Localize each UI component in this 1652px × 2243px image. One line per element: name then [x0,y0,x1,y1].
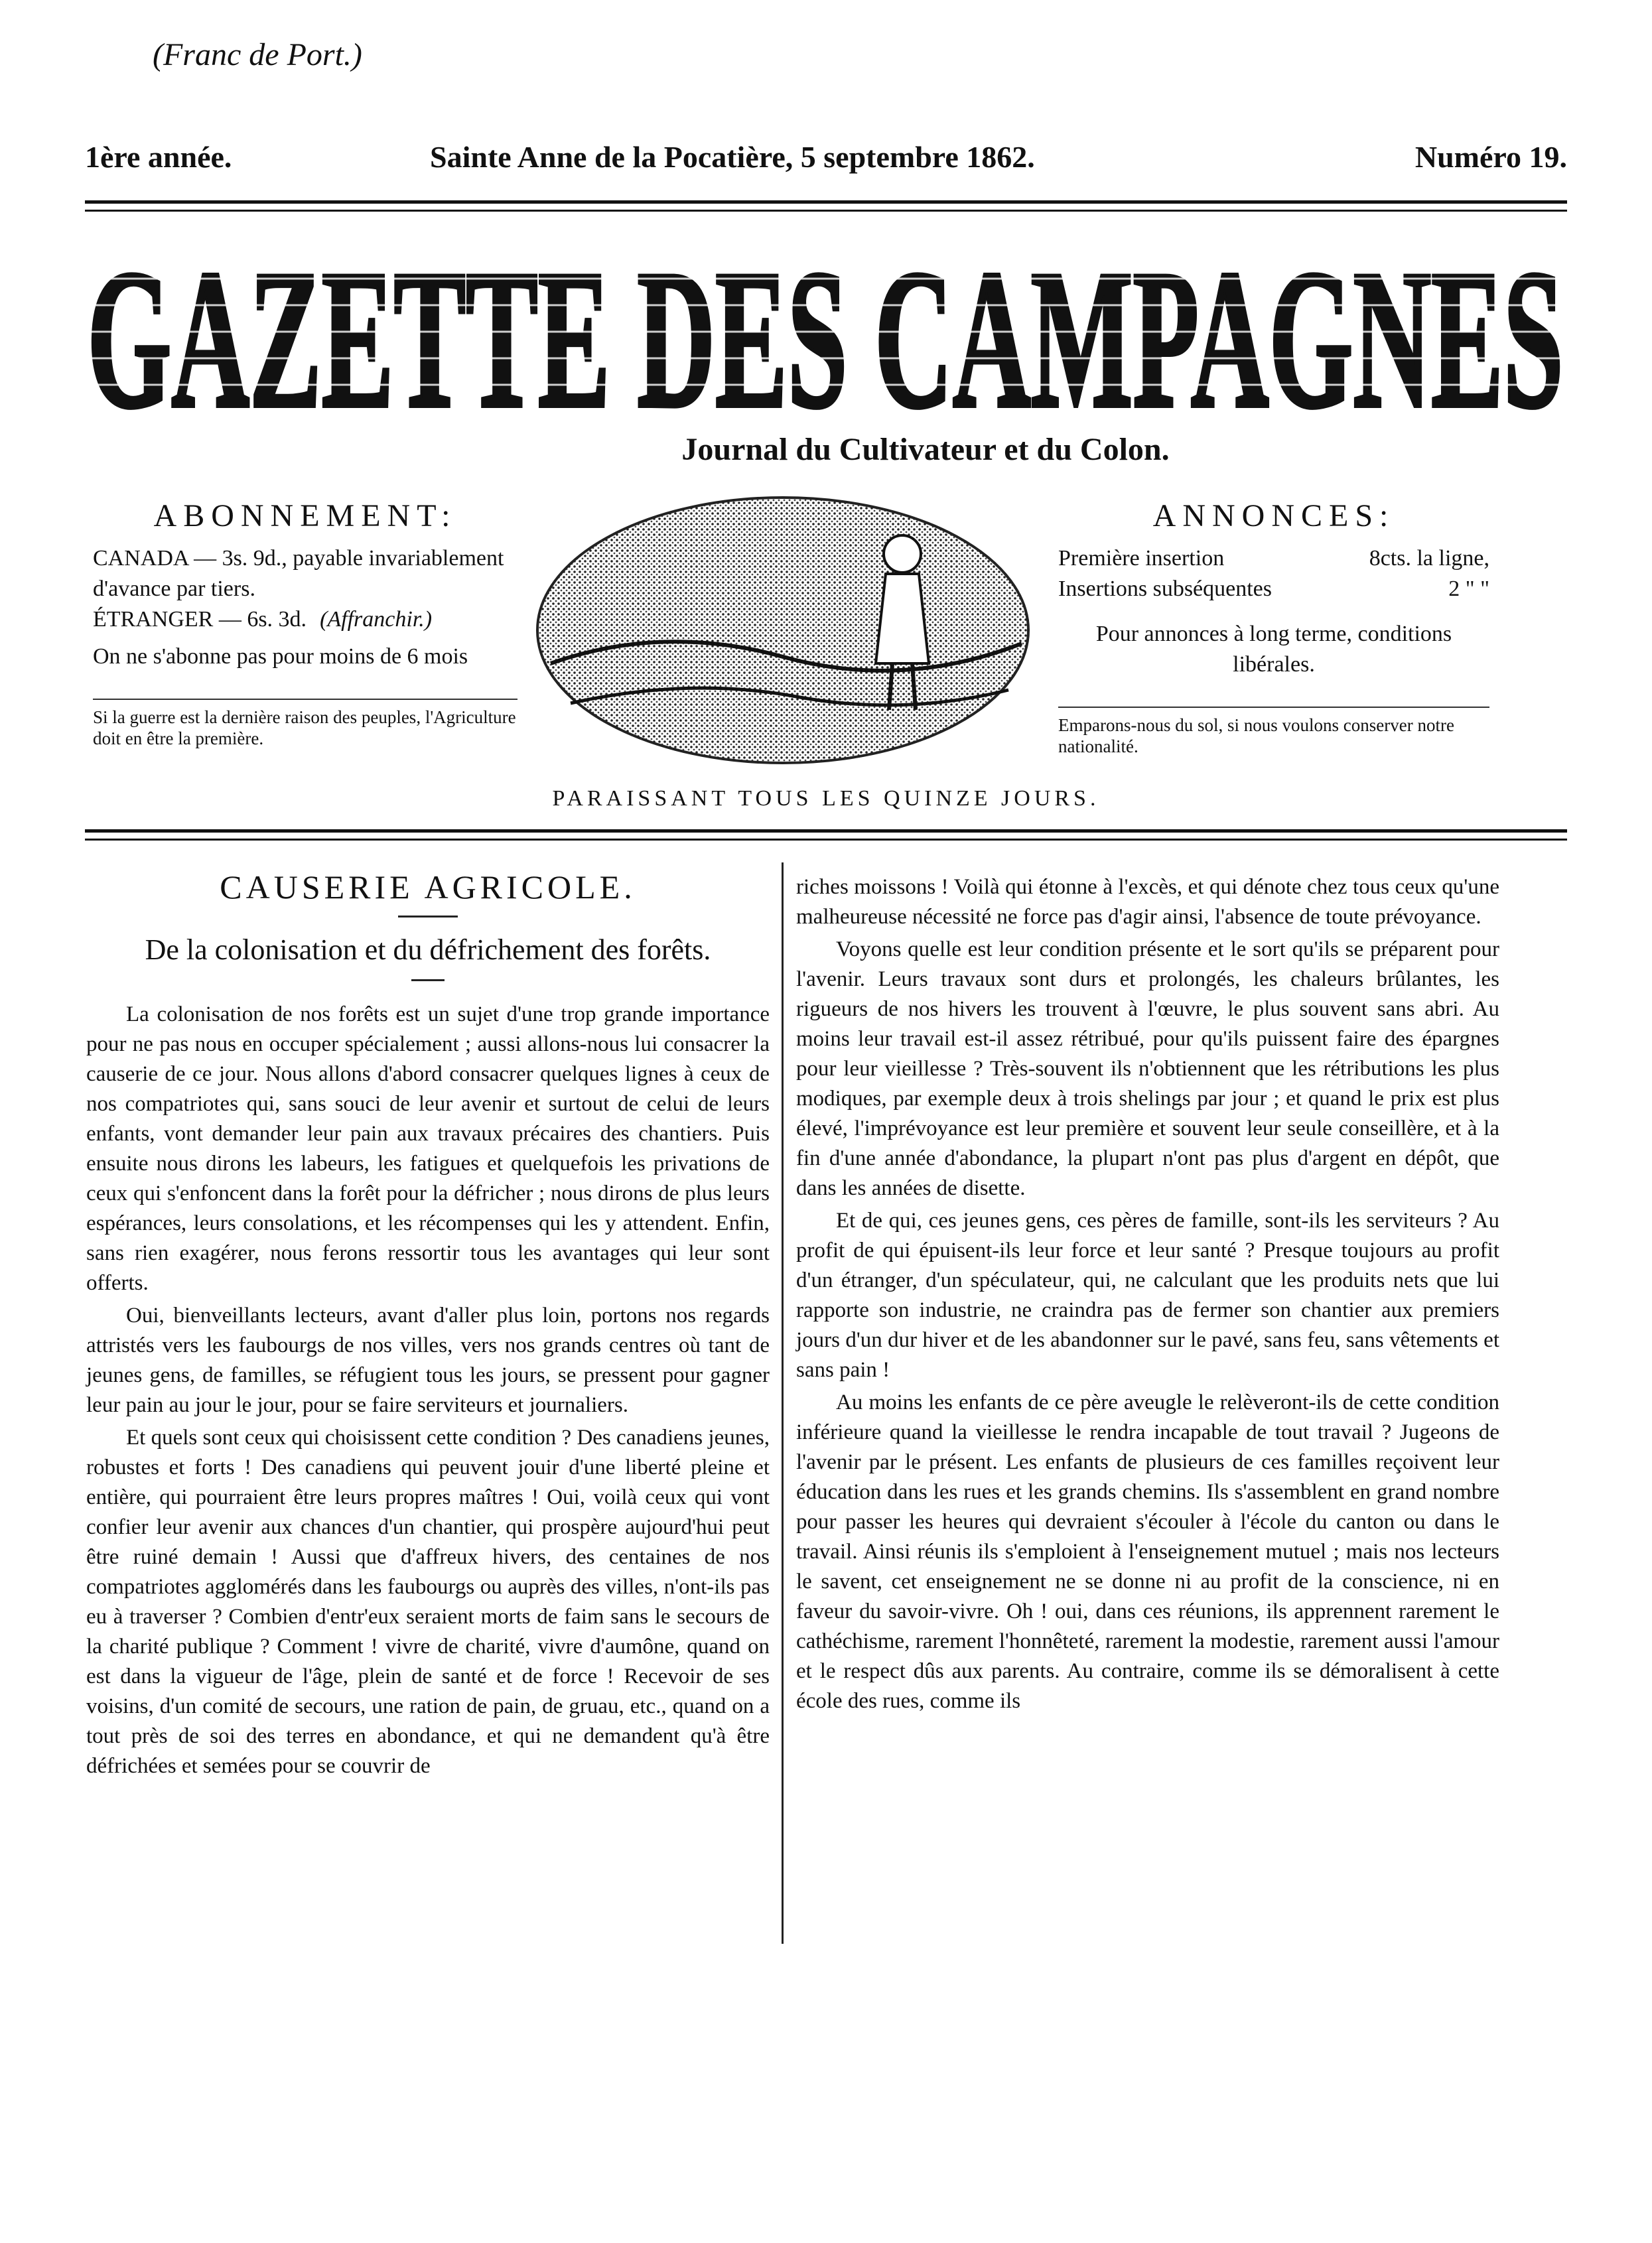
publication-frequency: PARAISSANT TOUS LES QUINZE JOURS. [552,786,1100,811]
annonces-motto: Emparons-nous du sol, si nous voulons conserver notre nationalité. [1058,707,1489,757]
paragraph: Et quels sont ceux qui choisissent cette condition ? Des canadiens jeunes, robustes et forts ! Des canadiens qui peuvent jouir d'une liberté pleine et entière, qui pourraient être leurs propres maîtres ! Oui, voilà ceux qui vont confier leur avenir aux chances d'un chantier, qui prospère aujourd'hui peut être ruiné demain ! Aussi que d'affreux hivers, des centaines de nos compatriotes agglomérés dans les faubourgs ou auprès des villes, n'ont-ils pas eu à traverser ? Combien d'entr'eux seraient morts de faim sans le secours de la charité publique ? Comment ! vivre de charité, vivre d'aumône, quand on est dans la vigueur de l'âge, plein de santé et de force ! Recevoir de ses voisins, d'un comité de secours, une ration de pain, de gruau, etc., quand on a tout près de soi des terres en abondance, et qui ne demandent qu'à être défrichées et semées pour se couvrir de [86,1426,770,1778]
section-rule-thin [85,839,1567,841]
issue-number: Numéro 19. [1414,140,1567,174]
section-double-rule [85,829,1567,833]
masthead-subtitle: Journal du Cultivateur et du Colon. [681,432,1170,467]
annonces-box [1058,498,1489,757]
etranger-rate: ÉTRANGER — 6s. 3d. [93,607,307,632]
subsequent-insertion-label: Insertions subséquentes [1058,577,1273,601]
minimum-subscription: On ne s'abonne pas pour moins de 6 mois [93,644,468,669]
paragraph: riches moissons ! Voilà qui étonne à l'excès, et qui dénote chez tous ceux qu'une malheureuse nécessité ne force pas d'agir ainsi, l'absence de toute prévoyance. [796,875,1499,929]
long-term-conditions: Pour annonces à long terme, conditions libérales. [1095,622,1452,677]
paragraph: Oui, bienveillants lecteurs, avant d'aller plus loin, portons nos regards attristés vers les faubourgs de nos villes, vers nos grands centres où tant de jeunes gens, de familles, se réfugient tous les jours, se pressent pour gagner leur pain au jour le jour, pour se faire serviteurs et journaliers. [86,1304,770,1417]
first-insertion-label: Première insertion [1058,546,1225,571]
etranger-rate-row [93,604,517,635]
annonces-heading: ANNONCES: [1152,498,1395,533]
column-divider [782,862,784,1944]
article-left-column [86,868,770,1784]
subsequent-insertion-row [1058,574,1489,604]
farmer-vignette [531,491,1035,770]
dateline [85,139,1567,179]
postage-note: (Franc de Port.) [153,37,362,72]
svg-text:GAZETTE DES CAMPAGNES: GAZETTE DES CAMPAGNES [87,229,1564,425]
title-dash [398,916,458,918]
first-insertion-price: 8cts. la ligne, [1369,546,1489,571]
abonnement-motto: Si la guerre est la dernière raison des peuples, l'Agriculture doit en être la première. [93,699,517,749]
article-title: CAUSERIE AGRICOLE. [220,868,636,906]
subtitle-dash [411,979,445,981]
top-double-rule [85,200,1567,204]
canada-rate: CANADA — 3s. 9d., payable invariablement d'avance par tiers. [93,546,504,601]
abonnement-box [93,498,517,749]
paragraph: La colonisation de nos forêts est un sujet d'une trop grande importance pour ne pas nous en occuper spécialement ; aussi allons-nous lui consacrer la causerie de ce jour. Nous allons d'abord consacrer quelques lignes à ceux de nos compatriotes qui, sans souci de leur avenir et surtout de celui de leurs enfants, vont demander leur pain aux travaux précaires des chantiers. Puis ensuite nous dirons les labeurs, les fatigues et quelquefois les privations de ceux qui s'enfoncent dans la forêt pour la défricher ; nous dirons de plus leurs espérances, leurs consolations, et les récompenses qui les y attendent. Enfin, sans rien exagérer, nous ferons ressortir tous les avantages qui leur sont offerts. [86,1002,770,1295]
paragraph: Au moins les enfants de ce père aveugle le relèveront-ils de cette condition inférieure quand la vieillesse le rendra incapable de tout travail ? Jugeons de l'avenir par le présent. Les enfants de plusieurs de ces familles reçoivent leur éducation dans les rues et les grands chemins. Ils s'assemblent en grand nombre pour passer les heures qui devraient s'écouler à l'école du canton ou dans le travail. Ainsi réunis ils s'emploient à l'enseignement mutuel ; mais nos lecteurs le savent, cet enseignement ne se donne ni au profit de la conscience, ni en faveur du savoir-vivre. Oh ! oui, dans ces réunions, ils apprennent rarement le cathéchisme, rarement l'honnêteté, rarement la modestie, rarement aussi l'amour et le respect dûs aux parents. Au contraire, comme ils se démoralisent à cette école des rues, comme ils [796,1391,1499,1713]
top-rule-thin [85,210,1567,212]
paragraph: Voyons quelle est leur condition présente et le sort qu'ils se préparent pour l'avenir. Leurs travaux sont durs et prolongés, les chaleurs brûlantes, les rigueurs de nos hivers les trouvent à l'œuvre, le plus souvent sans abri. Au moins leur travail est-il assez rétribué, pour qu'ils puissent faire des épargnes pour leur vieillesse ? Très-souvent ils n'obtiennent que les rétributions les plus modiques, par exemple deux à trois shelings par jour ; et quand le prix est plus élevé, l'imprévoyance est leur première et souvent leur seule conseillère, et à la fin d'une année d'abondance, la plupart n'ont pas plus d'argent en dépôt, que dans les années de disette. [796,937,1499,1200]
masthead-title [85,226,1566,425]
article-subtitle: De la colonisation et du défrichement des forêts. [145,933,711,966]
paragraph: Et de qui, ces jeunes gens, ces pères de famille, sont-ils les serviteurs ? Au profit de qui épuisent-ils leur force et leur santé ? Presque toujours au profit d'un étranger, d'un spéculateur, qui, ne calculant que les produits nets que lui rapporte son industrie, ne craindra pas de fermer son chantier aux premiers jours d'un dur hiver et de les abandonner sur le pavé, sans feu, sans vêtements et sans pain ! [796,1209,1499,1382]
subsequent-insertion-price: 2 " " [1448,577,1489,601]
article-right-column [796,872,1499,1719]
place-date: Sainte Anne de la Pocatière, 5 septembre 1862. [430,140,1035,174]
first-insertion-row [1058,543,1489,574]
abonnement-heading: ABONNEMENT: [153,498,457,533]
year-label: 1ère année. [85,140,232,174]
affranchir-note: (Affranchir.) [320,607,433,632]
